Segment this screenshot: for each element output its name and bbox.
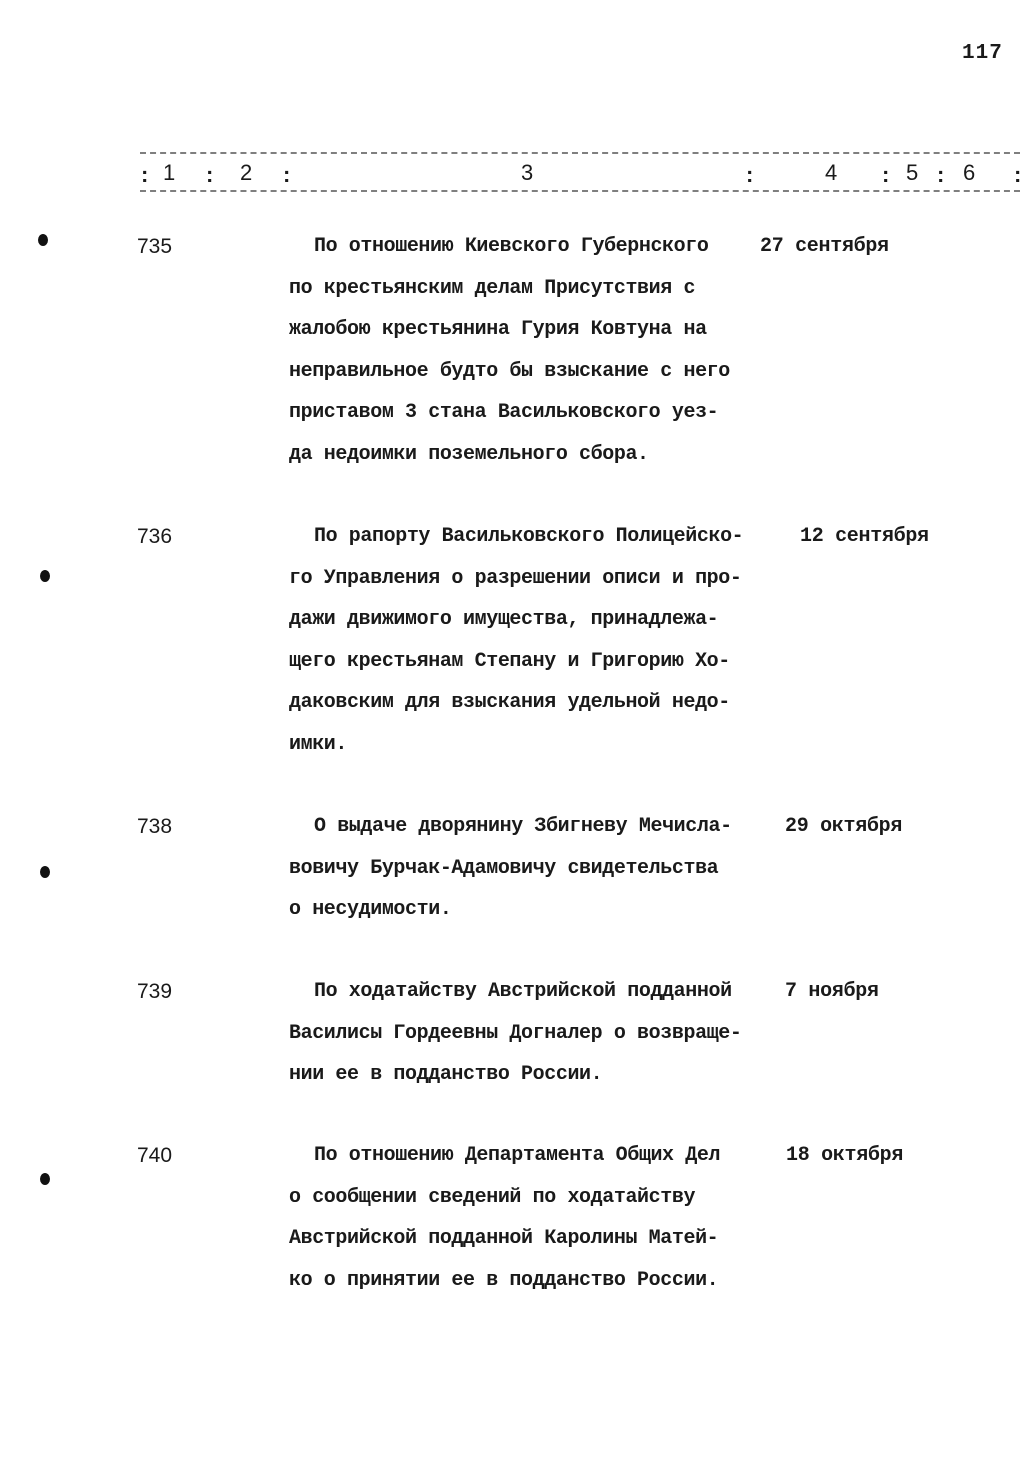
text-line: приставом 3 стана Васильковского уез-	[289, 401, 719, 424]
text-line: по крестьянским делам Присутствия с	[289, 276, 696, 300]
binder-hole-mark	[40, 570, 50, 582]
entry-date: 7 ноября	[785, 980, 879, 1003]
column-header-rule-bottom	[140, 190, 1020, 192]
text-line: вовичу Бурчак-Адамовичу свидетельства	[289, 856, 719, 880]
column-header-3: 3	[521, 160, 534, 185]
entry-date: 18 октября	[786, 1144, 904, 1167]
column-header-1: 1	[163, 160, 176, 185]
text-line: жалобою крестьянина Гурия Ковтуна на	[289, 318, 707, 341]
entry-number: 738	[137, 815, 173, 838]
text-line: даковским для взыскания удельной недо-	[289, 691, 730, 714]
text-line: щего крестьянам Степану и Григорию Хо-	[289, 649, 730, 673]
text-line: нии ее в подданство России.	[289, 1063, 603, 1086]
column-separator: :	[283, 162, 291, 187]
text-line: По отношению Киевского Губернского	[314, 235, 709, 258]
text-line: о сообщении сведений по ходатайству	[289, 1185, 696, 1209]
text-line: По ходатайству Австрийской подданной	[314, 980, 732, 1003]
column-header-2: 2	[240, 160, 253, 185]
entry-number: 740	[137, 1144, 173, 1167]
text-line: Василисы Гордеевны Догналер о возвраще-	[289, 1021, 742, 1045]
text-line: О выдаче дворянину Збигневу Мечисла-	[314, 815, 732, 838]
binder-hole-mark	[40, 1173, 50, 1185]
entry-date: 27 сентября	[760, 235, 889, 258]
text-line: имки.	[289, 732, 348, 756]
column-header-6: 6	[963, 160, 976, 185]
column-separator: :	[746, 162, 754, 187]
text-line: неправильное будто бы взыскание с него	[289, 359, 730, 383]
binder-hole-mark	[38, 234, 48, 246]
text-line: дажи движимого имущества, принадлежа-	[289, 608, 719, 631]
entry-number: 736	[137, 525, 173, 548]
column-separator: :	[882, 162, 890, 187]
text-line: По отношению Департамента Общих Дел	[314, 1144, 721, 1167]
text-line: По рапорту Васильковского Полицейско-	[314, 525, 744, 548]
column-separator: :	[937, 162, 945, 187]
entry-number: 739	[137, 980, 173, 1003]
text-line: Австрийской подданной Каролины Матей-	[289, 1227, 719, 1250]
text-line: ко о принятии ее в подданство России.	[289, 1268, 719, 1292]
column-separator: :	[1014, 162, 1022, 187]
entry-date: 29 октября	[785, 815, 903, 838]
page-number: 117	[962, 42, 1003, 65]
text-line: го Управления о разрешении описи и про-	[289, 566, 742, 590]
binder-hole-mark	[40, 866, 50, 878]
column-separator: :	[141, 162, 149, 187]
entry-description	[289, 1135, 809, 1301]
column-header-5: 5	[906, 160, 919, 185]
entry-date: 12 сентября	[800, 525, 929, 548]
column-header-rule-top	[140, 152, 1020, 154]
entry-description	[289, 516, 809, 765]
entry-number: 735	[137, 235, 173, 258]
text-line: да недоимки поземельного сбора.	[289, 442, 649, 466]
column-header-4: 4	[825, 160, 838, 185]
text-line: о несудимости.	[289, 898, 452, 921]
entry-description	[289, 806, 809, 931]
column-separator: :	[206, 162, 214, 187]
entry-description	[289, 226, 809, 475]
entry-description	[289, 971, 809, 1096]
